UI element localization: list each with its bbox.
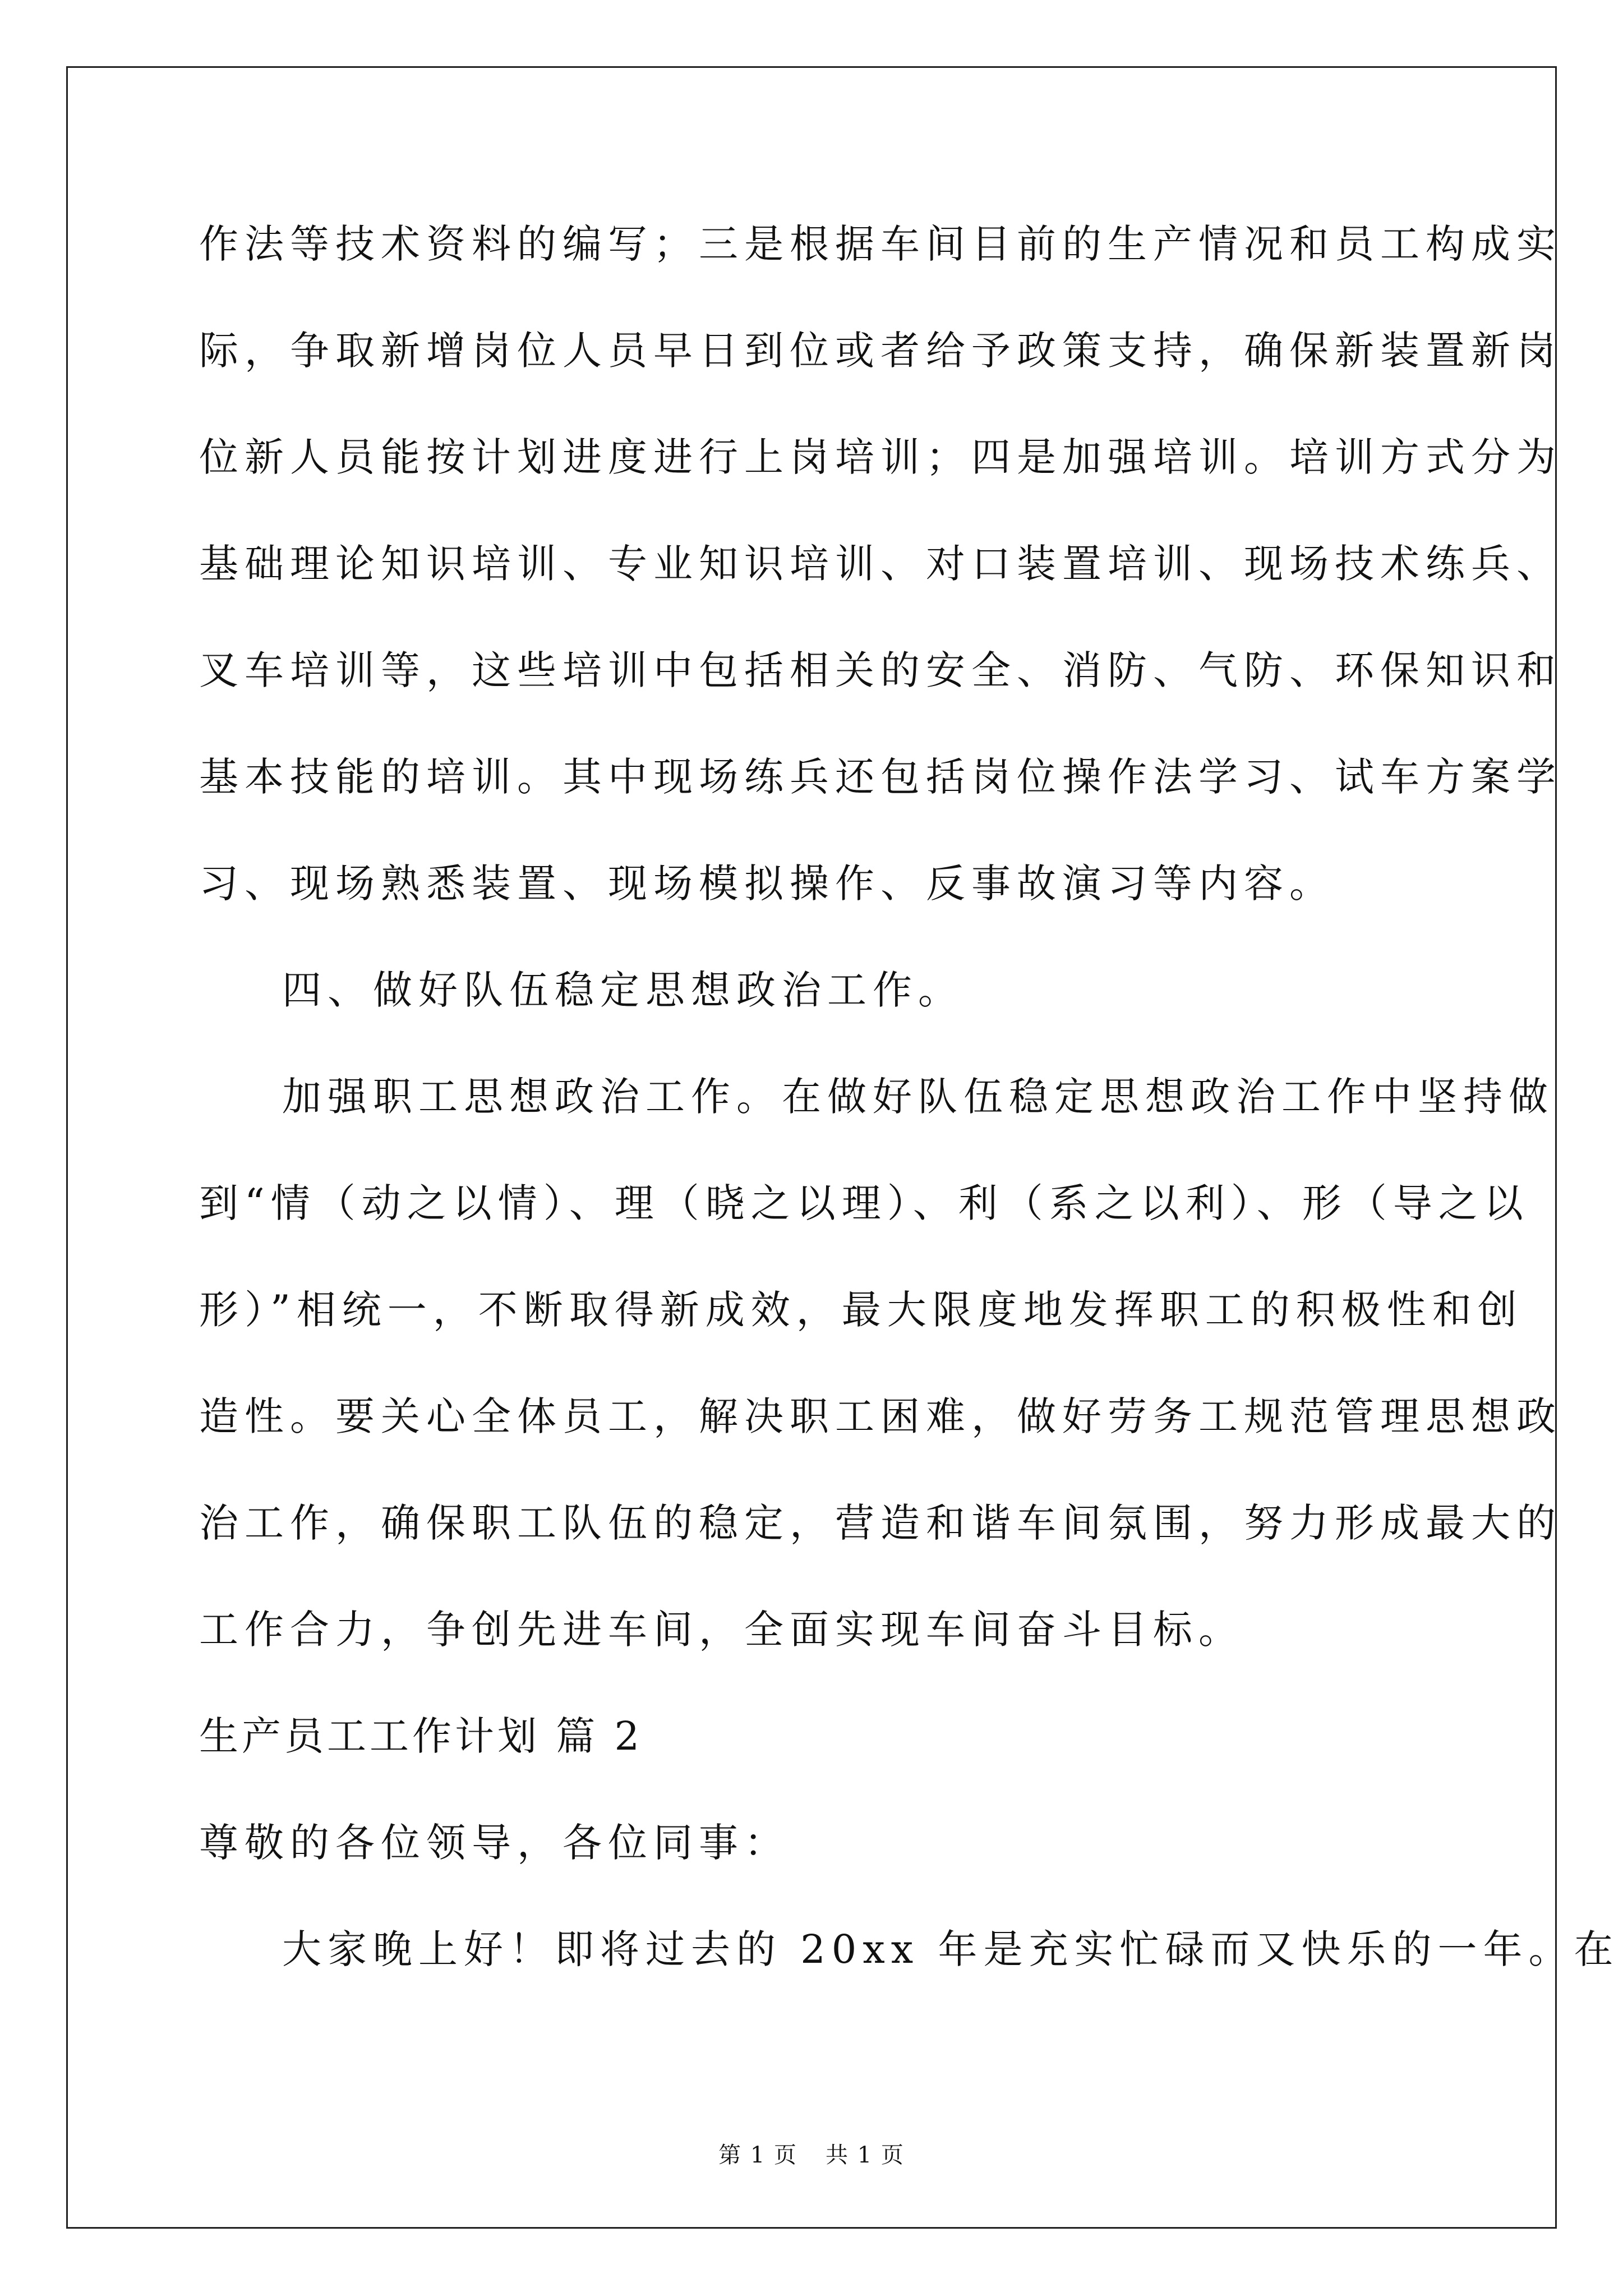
page-number: 第 1 页 [718,2142,797,2168]
paragraph-line: 作法等技术资料的编写；三是根据车间目前的生产情况和员工构成实 [199,221,1562,267]
paragraph-line: 到“情（动之以情）、理（晓之以理）、利（系之以利）、形（导之以 [199,1180,1529,1226]
paragraph-line: 叉车培训等，这些培训中包括相关的安全、消防、气防、环保知识和 [199,647,1562,693]
paragraph-line: 基础理论知识培训、专业知识培训、对口装置培训、现场技术练兵、 [199,541,1562,587]
paragraph-line: 位新人员能按计划进度进行上岗培训；四是加强培训。培训方式分为 [199,434,1562,480]
section-heading: 四、做好队伍稳定思想政治工作。 [282,967,963,1013]
paragraph-line: 习、现场熟悉装置、现场模拟操作、反事故演习等内容。 [199,861,1335,907]
paragraph-line: 形）”相统一，不断取得新成效，最大限度地发挥职工的积极性和创 [199,1287,1523,1333]
paragraph-line: 治工作，确保职工队伍的稳定，营造和谐车间氛围，努力形成最大的 [199,1500,1562,1546]
paragraph-line: 大家晚上好！即将过去的 20xx 年是充实忙碌而又快乐的一年。在 [282,1926,1620,1972]
salutation: 尊敬的各位领导，各位同事： [199,1820,790,1866]
paragraph-line: 造性。要关心全体员工，解决职工困难，做好劳务工规范管理思想政 [199,1393,1562,1439]
paragraph-line: 际，争取新增岗位人员早日到位或者给予政策支持，确保新装置新岗 [199,328,1562,374]
page-footer [0,2137,1623,2169]
document-body [199,191,1620,2003]
paragraph-line: 加强职工思想政治工作。在做好队伍稳定思想政治工作中坚持做 [282,1074,1554,1120]
paragraph-line: 工作合力，争创先进车间，全面实现车间奋斗目标。 [199,1607,1244,1653]
page-total: 共 1 页 [826,2142,905,2168]
article-title: 生产员工工作计划 篇 2 [199,1713,643,1759]
paragraph-line: 基本技能的培训。其中现场练兵还包括岗位操作法学习、试车方案学 [199,754,1562,800]
